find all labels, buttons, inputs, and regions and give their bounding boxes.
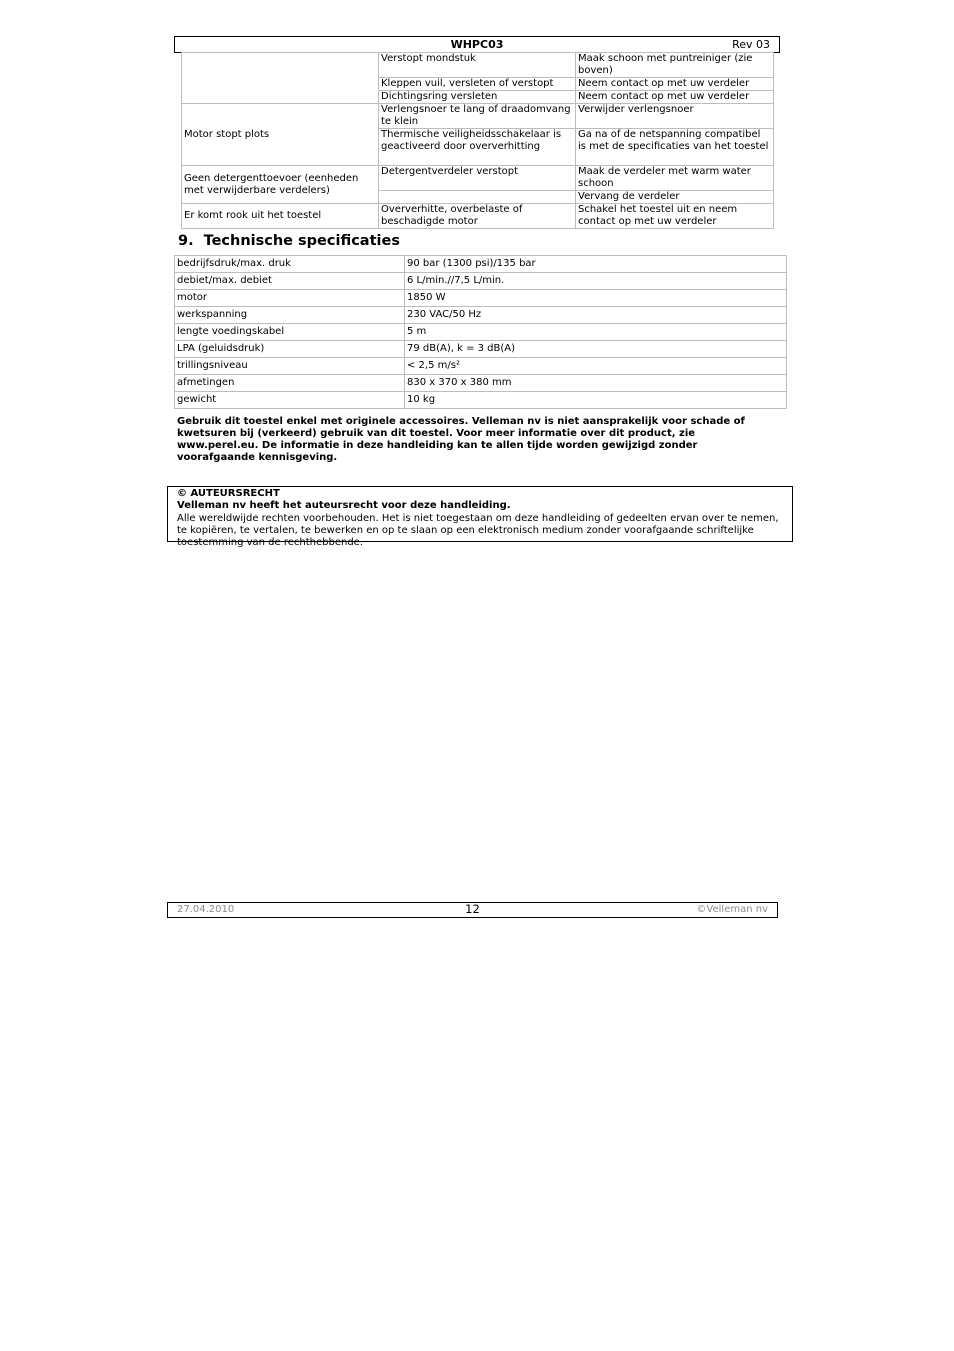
solution-cell: Ga na of de netspanning compatibel is met de specificaties van het toestel xyxy=(576,129,774,166)
solution-cell: Neem contact op met uw verdeler xyxy=(576,91,774,104)
cause-cell: Oververhitte, overbelaste of beschadigde motor xyxy=(379,204,576,229)
cause-cell: Dichtingsring versleten xyxy=(379,91,576,104)
table-row xyxy=(175,341,787,358)
solution-cell: Verwijder verlengsnoer xyxy=(576,104,774,129)
solution-cell: Neem contact op met uw verdeler xyxy=(576,78,774,91)
troubleshooting-table xyxy=(181,52,774,229)
page-number: 12 xyxy=(465,902,480,916)
usage-notice: Gebruik dit toestel enkel met originele accessoires. Velleman nv is niet aansprakelijk voor schade of kwetsuren bij (verkeerd) gebruik van dit toestel. Voor meer informatie over dit product, zie www.perel.eu. De informatie in deze handleiding kan te allen tijde worden gewijzigd zonder voorafgaande kennisgeving. xyxy=(177,416,745,463)
table-row xyxy=(175,273,787,290)
section-heading: Technische specificaties xyxy=(203,233,400,249)
section-title xyxy=(178,233,410,249)
cause-cell: Kleppen vuil, versleten of verstopt xyxy=(379,78,576,91)
spec-label: gewicht xyxy=(175,392,405,409)
spec-label: bedrijfsdruk/max. druk xyxy=(175,256,405,273)
table-row xyxy=(175,290,787,307)
spec-value: 230 VAC/50 Hz xyxy=(405,307,787,324)
cause-cell: Verstopt mondstuk xyxy=(379,53,576,78)
solution-cell: Maak schoon met puntreiniger (zie boven) xyxy=(576,53,774,78)
copyright-body: Alle wereldwijde rechten voorbehouden. Het is niet toegestaan om deze handleiding of gedeelten ervan over te nemen, te kopiëren, te vertalen, te bewerken en op te slaan op een elektronisch medium zonder voorafgaande schriftelijke toestemming van de rechthebbende. xyxy=(177,512,779,549)
table-row xyxy=(175,307,787,324)
table-row xyxy=(175,358,787,375)
spec-label: motor xyxy=(175,290,405,307)
table-row xyxy=(175,324,787,341)
specifications-table xyxy=(174,255,787,409)
spec-value: 6 L/min.//7,5 L/min. xyxy=(405,273,787,290)
cause-cell: Verlengsnoer te lang of draadomvang te klein xyxy=(379,104,576,129)
spec-value: 830 x 370 x 380 mm xyxy=(405,375,787,392)
spec-label: afmetingen xyxy=(175,375,405,392)
solution-cell: Schakel het toestel uit en neem contact op met uw verdeler xyxy=(576,204,774,229)
spec-value: 79 dB(A), k = 3 dB(A) xyxy=(405,341,787,358)
spec-value: 1850 W xyxy=(405,290,787,307)
spec-label: lengte voedingskabel xyxy=(175,324,405,341)
revision: Rev 03 xyxy=(732,38,770,51)
solution-cell: Maak de verdeler met warm water schoon xyxy=(576,166,774,191)
spec-label: werkspanning xyxy=(175,307,405,324)
spec-label: LPA (geluidsdruk) xyxy=(175,341,405,358)
solution-cell: Vervang de verdeler xyxy=(576,191,774,204)
footer-company: ©Velleman nv xyxy=(696,904,768,915)
copyright-heading: © AUTEURSRECHT xyxy=(177,488,280,499)
problem-cell xyxy=(182,53,379,104)
spec-value: < 2,5 m/s² xyxy=(405,358,787,375)
spec-value: 5 m xyxy=(405,324,787,341)
table-row xyxy=(175,375,787,392)
table-row xyxy=(182,53,774,78)
problem-cell: Er komt rook uit het toestel xyxy=(182,204,379,229)
table-row xyxy=(182,204,774,229)
copyright-box xyxy=(167,486,793,549)
copyright-subheading: Velleman nv heeft het auteursrecht voor deze handleiding. xyxy=(177,500,511,512)
table-row xyxy=(175,392,787,409)
model-number: WHPC03 xyxy=(450,38,504,51)
footer-date: 27.04.2010 xyxy=(177,904,235,915)
table-row xyxy=(182,166,774,191)
cause-cell: Detergentverdeler verstopt xyxy=(379,166,576,191)
spec-label: debiet/max. debiet xyxy=(175,273,405,290)
problem-cell: Motor stopt plots xyxy=(182,104,379,166)
spec-label: trillingsniveau xyxy=(175,358,405,375)
spec-value: 10 kg xyxy=(405,392,787,409)
cause-cell: Thermische veiligheidsschakelaar is geactiveerd door oververhitting xyxy=(379,129,576,166)
page-footer xyxy=(167,902,778,918)
section-number: 9. xyxy=(178,233,194,249)
problem-cell: Geen detergenttoevoer (eenheden met verwijderbare verdelers) xyxy=(182,166,379,204)
table-row xyxy=(175,256,787,273)
spec-value: 90 bar (1300 psi)/135 bar xyxy=(405,256,787,273)
cause-cell xyxy=(379,191,576,204)
page-header xyxy=(174,36,780,53)
table-row xyxy=(182,104,774,129)
